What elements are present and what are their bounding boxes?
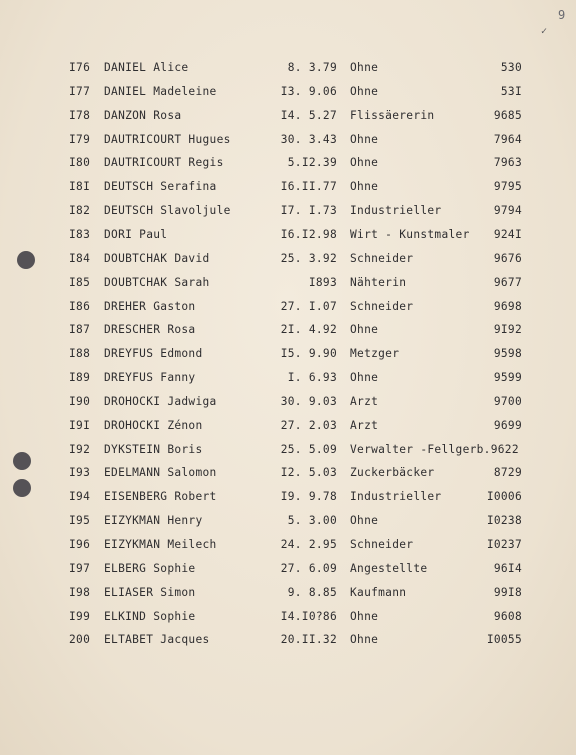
- person-name: DRESCHER Rosa: [104, 323, 196, 337]
- entry-number: I78: [69, 108, 91, 122]
- entry-number: I96: [69, 538, 91, 551]
- entry-number: I87: [69, 323, 91, 337]
- person-name: DAUTRICOURT Hugues: [104, 132, 231, 146]
- occupation: Schneider: [350, 299, 414, 313]
- occupation: Schneider: [350, 538, 414, 551]
- birth-date: I2. 5.03: [280, 466, 337, 480]
- birth-date: 5.I2.39: [287, 156, 337, 170]
- person-name: ELTABET Jacques: [104, 633, 210, 647]
- person-name: DREHER Gaston: [104, 299, 196, 313]
- table-row: [0, 133, 576, 153]
- occupation: Arzt: [350, 418, 379, 432]
- table-row: [0, 371, 576, 391]
- entry-number: I83: [69, 227, 91, 241]
- birth-date: 27. I.07: [280, 299, 337, 313]
- table-row: [0, 276, 576, 296]
- occupation: Ohne: [350, 180, 379, 194]
- birth-date: 27. 2.03: [280, 418, 337, 432]
- table-row: [0, 156, 576, 176]
- entry-number: I93: [69, 466, 91, 480]
- record-id: 9677: [493, 275, 522, 289]
- entry-number: I94: [69, 490, 91, 504]
- record-id: 9I92: [493, 323, 522, 337]
- entry-number: I80: [69, 156, 91, 170]
- record-id: I0055: [486, 633, 522, 647]
- occupation: Ohne: [350, 156, 379, 170]
- table-row: [0, 180, 576, 200]
- entry-number: I8I: [69, 180, 91, 194]
- person-name: ELBERG Sophie: [104, 561, 196, 575]
- entry-number: I85: [69, 275, 91, 289]
- table-row: [0, 466, 576, 486]
- entry-number: I90: [69, 394, 91, 408]
- table-row: [0, 562, 576, 582]
- person-name: DANZON Rosa: [104, 108, 182, 122]
- record-id: I0006: [486, 490, 522, 504]
- person-name: EIZYKMAN Henry: [104, 514, 203, 528]
- occupation: Angestellte: [350, 561, 428, 575]
- record-id: 9685: [493, 108, 522, 122]
- entry-number: I98: [69, 585, 91, 599]
- record-id: 9698: [493, 299, 522, 313]
- occupation: Ohne: [350, 371, 379, 385]
- check-mark: ✓: [541, 26, 548, 37]
- person-name: DAUTRICOURT Regis: [104, 156, 224, 170]
- birth-date: 9. 8.85: [287, 585, 337, 599]
- occupation: Zuckerbäcker: [350, 466, 435, 480]
- table-row: [0, 395, 576, 415]
- birth-date: 30. 3.43: [280, 132, 337, 146]
- person-name: DORI Paul: [104, 227, 168, 241]
- table-row: [0, 419, 576, 439]
- person-name: DROHOCKI Zénon: [104, 418, 203, 432]
- record-id: I0237: [486, 538, 522, 551]
- person-name: DYKSTEIN Boris: [104, 442, 203, 456]
- birth-date: 2I. 4.92: [280, 323, 337, 337]
- record-id: 530: [500, 61, 522, 74]
- occupation: Ohne: [350, 323, 379, 337]
- entry-number: I77: [69, 84, 91, 98]
- occupation: Schneider: [350, 251, 414, 265]
- birth-date: 27. 6.09: [280, 561, 337, 575]
- occupation: Ohne: [350, 514, 379, 528]
- occupation: Metzger: [350, 347, 400, 361]
- birth-date: I893: [308, 275, 337, 289]
- page-number: 9: [558, 8, 566, 22]
- table-row: [0, 490, 576, 510]
- record-id: 9608: [493, 609, 522, 623]
- person-name: DOUBTCHAK Sarah: [104, 275, 210, 289]
- table-row: [0, 61, 576, 81]
- entry-number: I99: [69, 609, 91, 623]
- entry-number: I89: [69, 371, 91, 385]
- table-row: [0, 85, 576, 105]
- record-id: 7963: [493, 156, 522, 170]
- entry-number: I97: [69, 561, 91, 575]
- table-row: [0, 443, 576, 463]
- occupation: Ohne: [350, 132, 379, 146]
- record-id: 7964: [493, 132, 522, 146]
- record-id: 99I8: [493, 585, 522, 599]
- person-name: DREYFUS Edmond: [104, 347, 203, 361]
- birth-date: 5. 3.00: [287, 514, 337, 528]
- birth-date: 25. 5.09: [280, 442, 337, 456]
- occupation: Kaufmann: [350, 585, 407, 599]
- record-id: 9794: [493, 204, 522, 218]
- occupation: Flissäererin: [350, 108, 435, 122]
- record-id: 9795: [493, 180, 522, 194]
- person-name: DEUTSCH Serafina: [104, 180, 217, 194]
- record-id: 8729: [493, 466, 522, 480]
- birth-date: I4.I0?86: [280, 609, 337, 623]
- person-name: ELIASER Simon: [104, 585, 196, 599]
- record-id: 96I4: [493, 561, 522, 575]
- table-row: [0, 347, 576, 367]
- table-row: [0, 300, 576, 320]
- occupation: Industrieller: [350, 490, 442, 504]
- occupation: Ohne: [350, 61, 379, 74]
- occupation: Ohne: [350, 84, 379, 98]
- record-id: 9676: [493, 251, 522, 265]
- record-id: 9699: [493, 418, 522, 432]
- person-name: DROHOCKI Jadwiga: [104, 394, 217, 408]
- record-id: 9599: [493, 371, 522, 385]
- table-row: [0, 538, 576, 558]
- occupation: Arzt: [350, 394, 379, 408]
- entry-number: I9I: [69, 418, 91, 432]
- entry-number: I82: [69, 204, 91, 218]
- birth-date: I7. I.73: [280, 204, 337, 218]
- occupation: Wirt - Kunstmaler: [350, 227, 470, 241]
- entry-number: I79: [69, 132, 91, 146]
- occupation: Verwalter -Fellgerb.9622: [350, 442, 519, 456]
- table-row: [0, 586, 576, 606]
- entry-number: I88: [69, 347, 91, 361]
- occupation: Nähterin: [350, 275, 407, 289]
- table-row: [0, 323, 576, 343]
- record-id: 9598: [493, 347, 522, 361]
- birth-date: I9. 9.78: [280, 490, 337, 504]
- entry-number: I76: [69, 61, 91, 74]
- birth-date: I6.II.77: [280, 180, 337, 194]
- birth-date: I4. 5.27: [280, 108, 337, 122]
- table-row: [0, 204, 576, 224]
- table-row: [0, 109, 576, 129]
- birth-date: 25. 3.92: [280, 251, 337, 265]
- entry-number: I95: [69, 514, 91, 528]
- birth-date: 8. 3.79: [287, 61, 337, 74]
- person-name: ELKIND Sophie: [104, 609, 196, 623]
- record-id: 53I: [500, 84, 522, 98]
- entry-number: I86: [69, 299, 91, 313]
- birth-date: 20.II.32: [280, 633, 337, 647]
- person-name: EISENBERG Robert: [104, 490, 217, 504]
- entry-number: I84: [69, 251, 91, 265]
- birth-date: 30. 9.03: [280, 394, 337, 408]
- birth-date: 24. 2.95: [280, 538, 337, 551]
- person-name: DREYFUS Fanny: [104, 371, 196, 385]
- person-name: EIZYKMAN Meilech: [104, 538, 217, 551]
- birth-date: I6.I2.98: [280, 227, 337, 241]
- person-name: EDELMANN Salomon: [104, 466, 217, 480]
- table-row: [0, 252, 576, 272]
- occupation: Ohne: [350, 633, 379, 647]
- entry-number: 200: [69, 633, 91, 647]
- occupation: Ohne: [350, 609, 379, 623]
- table-row: [0, 610, 576, 630]
- entry-number: I92: [69, 442, 91, 456]
- person-name: DEUTSCH Slavoljule: [104, 204, 231, 218]
- birth-date: I. 6.93: [287, 371, 337, 385]
- record-id: 9700: [493, 394, 522, 408]
- table-row: [0, 633, 576, 653]
- person-name: DANIEL Alice: [104, 61, 189, 74]
- birth-date: I3. 9.06: [280, 84, 337, 98]
- table-row: [0, 514, 576, 534]
- person-name: DANIEL Madeleine: [104, 84, 217, 98]
- occupation: Industrieller: [350, 204, 442, 218]
- table-row: [0, 228, 576, 248]
- person-name: DOUBTCHAK David: [104, 251, 210, 265]
- record-id: 924I: [493, 227, 522, 241]
- birth-date: I5. 9.90: [280, 347, 337, 361]
- record-id: I0238: [486, 514, 522, 528]
